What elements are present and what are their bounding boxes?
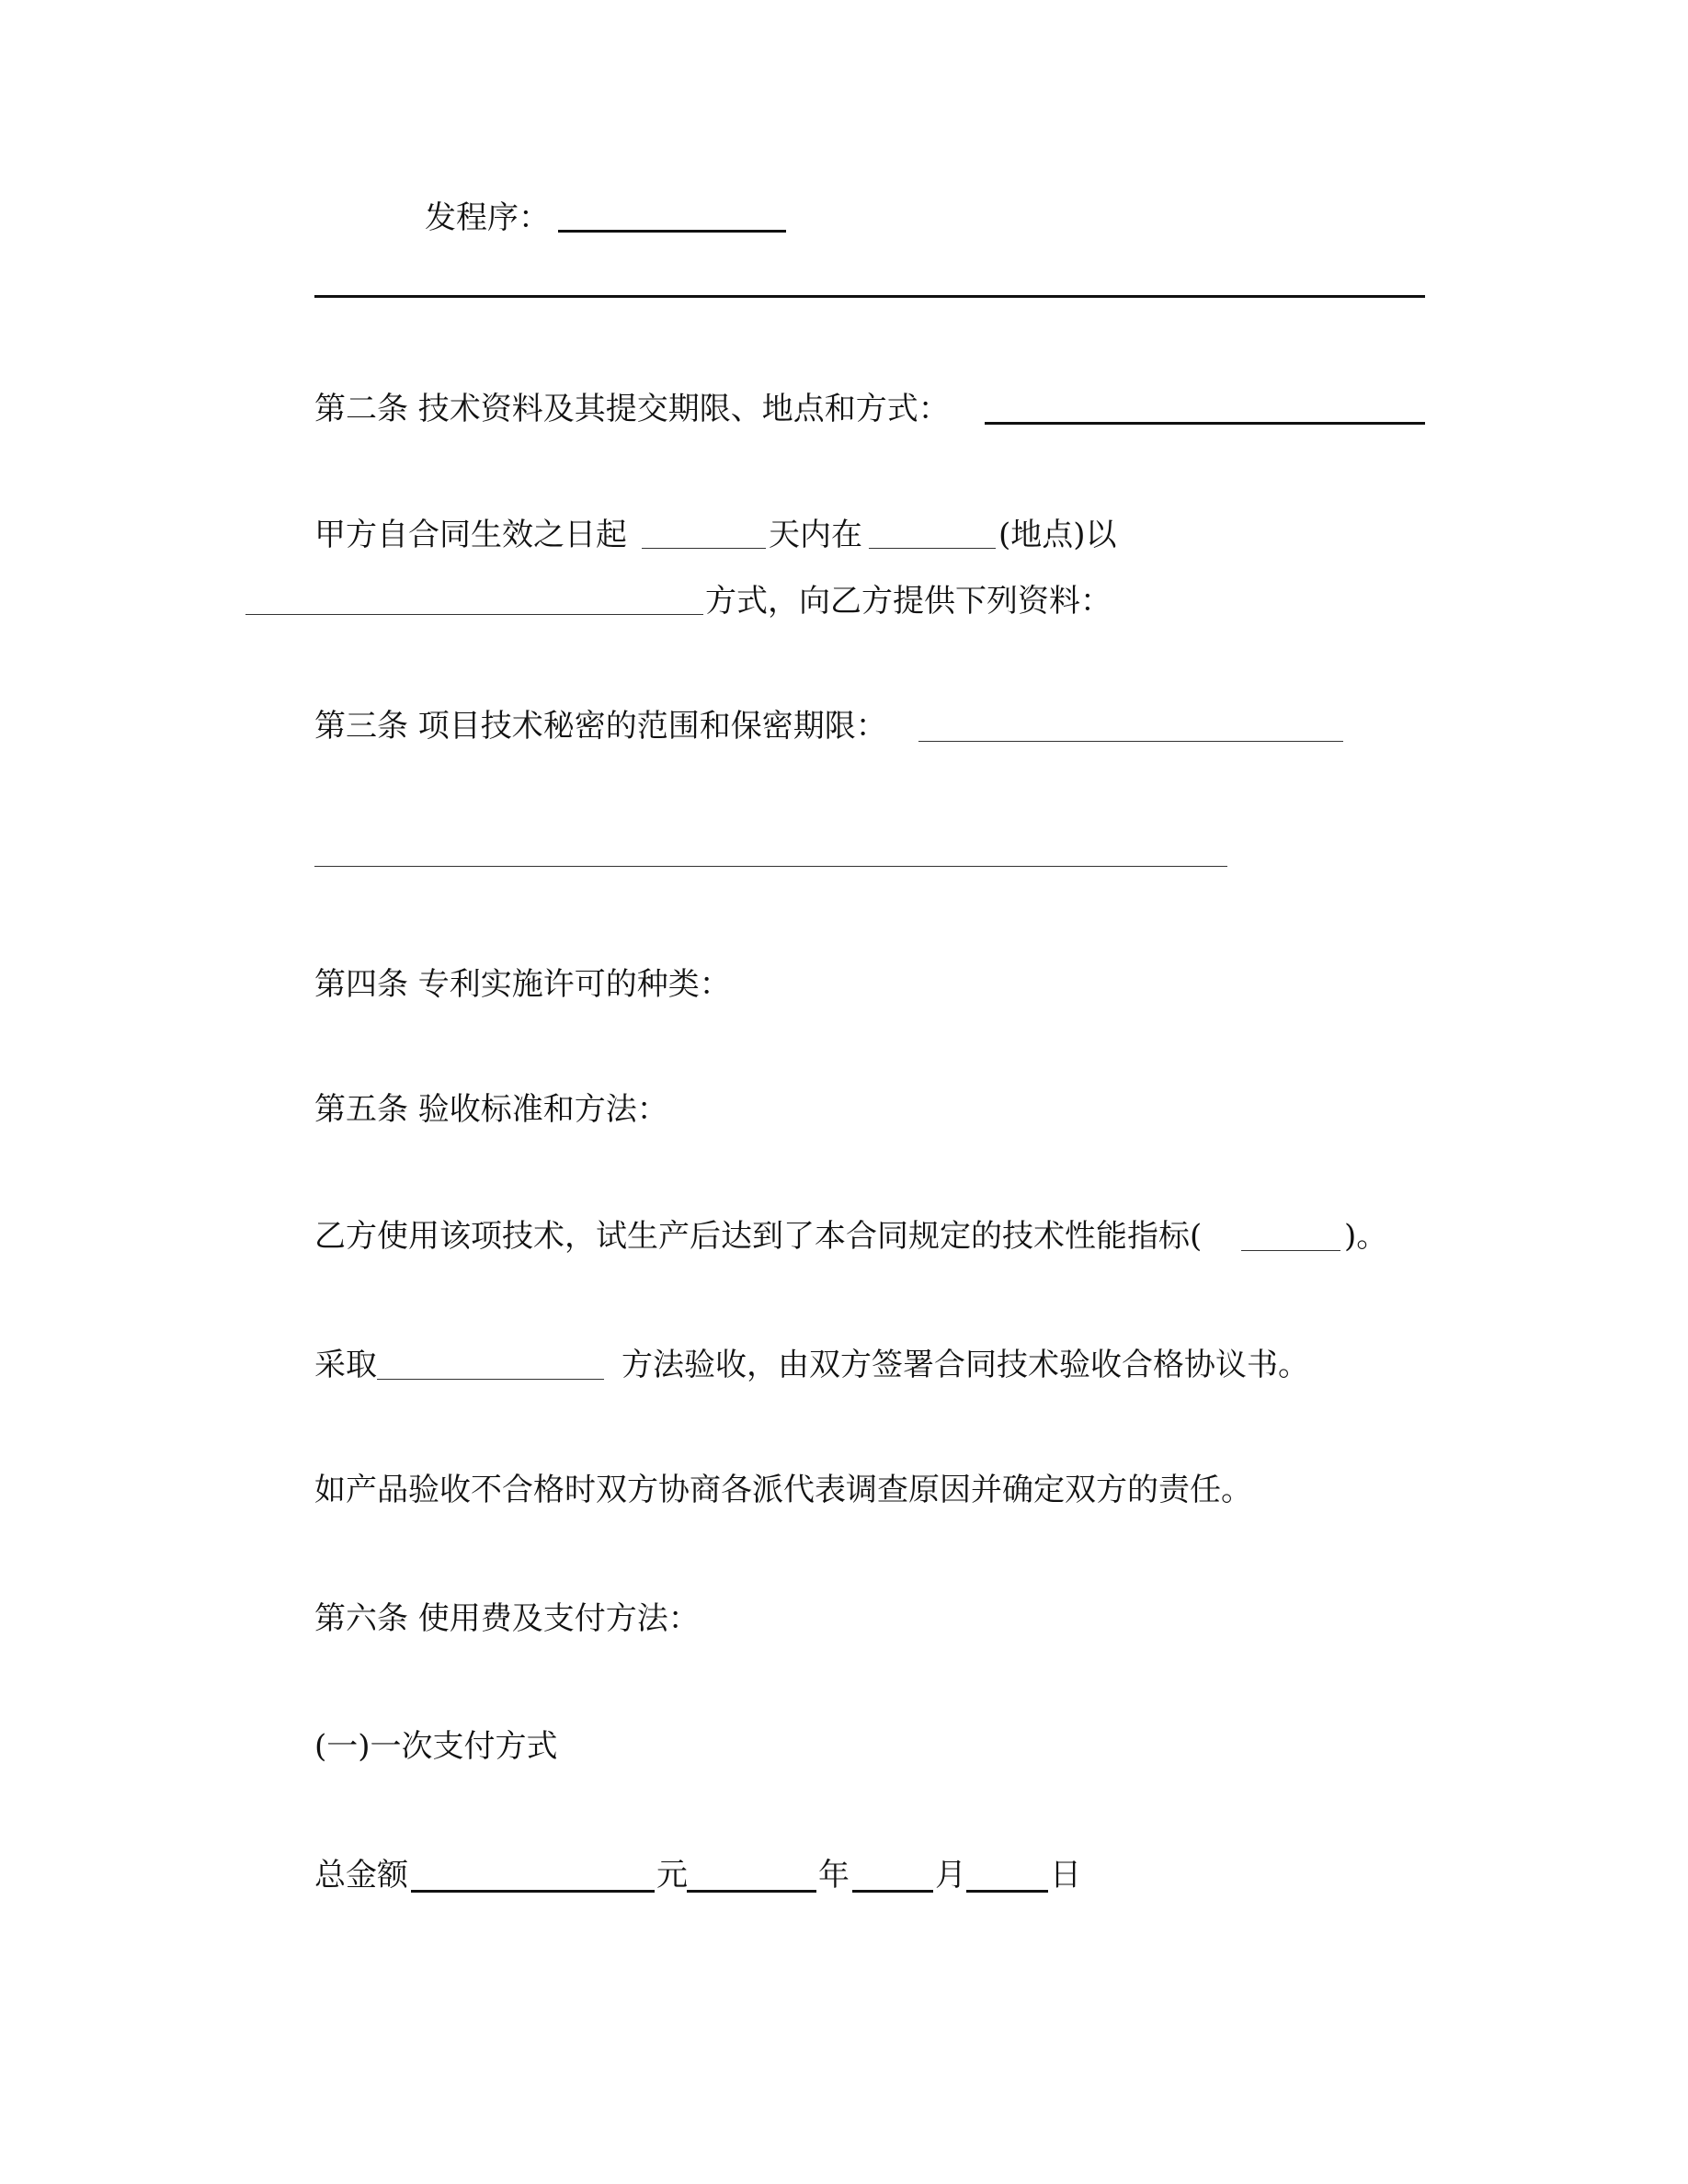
article-3-heading: 第三条 项目技术秘密的范围和保密期限： — [314, 708, 887, 745]
blank-field[interactable] — [1241, 1250, 1340, 1251]
blank-field[interactable] — [869, 548, 996, 549]
text-line: (一)一次支付方式 — [314, 1728, 558, 1765]
text-line: 如产品验收不合格时双方协商各派代表调查原因并确定双方的责任。 — [314, 1472, 1252, 1508]
day-field[interactable] — [966, 1890, 1048, 1893]
blank-field[interactable] — [642, 548, 766, 549]
blank-field[interactable] — [314, 866, 1227, 867]
blank-field[interactable] — [314, 295, 1425, 298]
text-line: 方式，向乙方提供下列资料： — [705, 583, 1112, 620]
article-2-heading: 第二条 技术资料及其提交期限、地点和方式： — [314, 391, 950, 427]
text-line: 采取 — [314, 1347, 377, 1383]
text-line: 元 — [656, 1857, 688, 1894]
text-line: )。 — [1344, 1218, 1388, 1255]
text-line: 天内在 — [769, 517, 862, 553]
amount-field[interactable] — [411, 1890, 655, 1893]
blank-field[interactable] — [377, 1379, 604, 1380]
blank-field[interactable] — [918, 741, 1343, 742]
text-line: (地点)以 — [998, 517, 1117, 553]
text-line: 总金额 — [314, 1857, 408, 1894]
month-field[interactable] — [852, 1890, 933, 1893]
blank-field[interactable] — [558, 230, 786, 233]
text-line: 月 — [935, 1857, 966, 1894]
article-5-heading: 第五条 验收标准和方法： — [314, 1091, 668, 1128]
text-line: 发程序： — [425, 199, 550, 236]
blank-field[interactable] — [245, 614, 703, 615]
text-line: 甲方自合同生效之日起 — [314, 517, 627, 553]
text-line: 年 — [818, 1857, 850, 1894]
text-line: 方法验收，由双方签署合同技术验收合格协议书。 — [622, 1347, 1309, 1383]
year-field[interactable] — [687, 1890, 816, 1893]
article-4-heading: 第四条 专利实施许可的种类： — [314, 966, 731, 1003]
text-line: 日 — [1050, 1857, 1081, 1894]
text-line: 乙方使用该项技术，试生产后达到了本合同规定的技术性能指标( — [314, 1218, 1203, 1255]
article-6-heading: 第六条 使用费及支付方法： — [314, 1600, 700, 1637]
blank-field[interactable] — [985, 422, 1425, 425]
